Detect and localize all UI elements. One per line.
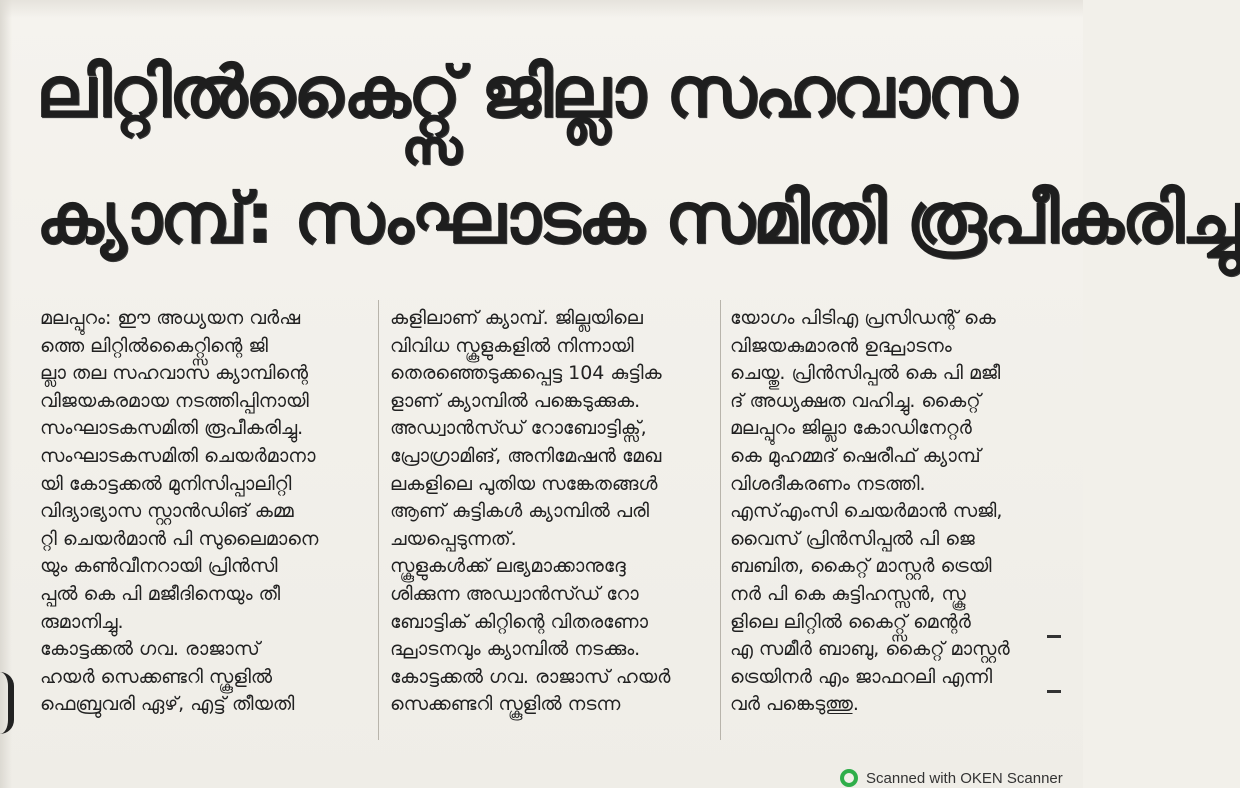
article-line: പ്പൽ കെ പി മജീദിനെയും തീ [40,582,281,605]
article-line: ബോട്ടിക് കിറ്റിന്റെ വിതരണോ [390,610,649,633]
article-body [40,305,1050,750]
article-line: ശിക്കുന്ന അഡ്വാൻസ്ഡ് റോ [390,582,639,605]
article-line: വിജയകുമാരൻ ഉദ്ഘാടനം [730,334,952,357]
article-line: ല്ലാ തല സഹവാസ ക്യാമ്പിന്റെ [40,362,309,385]
article-line: വർ പങ്കെടുത്തു. [730,693,859,716]
article-line: മലപ്പുറം ജില്ലാ കോഡിനേറ്റർ [730,417,972,440]
article-line: റ്റി ചെയർമാൻ പി സുലൈമാനെ [40,527,319,550]
scanner-watermark-text: Scanned with OKEN Scanner [866,769,1063,787]
article-line: രുമാനിച്ചു. [40,610,124,633]
article-line: വിദ്യാഭ്യാസ സ്റ്റാൻഡിങ് കമ്മ [40,500,294,523]
article-line: സ്കൂളുകൾക്ക് ലഭ്യമാക്കാനുദ്ദേ [390,555,626,578]
article-line: കോട്ടക്കൽ ഗവ. രാജാസ് ഹയർ [390,665,671,688]
article-line: ത്തെ ലിറ്റിൽകൈറ്റ്സിന്റെ ജി [40,334,268,357]
article-line: ചെയ്തു. പ്രിൻസിപ്പൽ കെ പി മജീ [730,362,1001,385]
article-line: സംഘാടകസമിതി ചെയർമാനാ [40,444,316,467]
article-line: ളാണ് ക്യാമ്പിൽ പങ്കെടുക്കുക. [390,389,641,412]
article-line: നർ പി കെ കുട്ടിഹസ്സൻ, സ്കൂ [730,582,966,605]
left-edge-mark [0,672,14,734]
margin-tick [1047,635,1061,638]
article-line: കെ മുഹമ്മദ് ഷെരീഫ് ക്യാമ്പ് [730,444,981,467]
article-line: ദ് അധ്യക്ഷത വഹിച്ചു. കൈറ്റ് [730,389,981,412]
article-line: ളിലെ ലിറ്റിൽ കൈറ്റ്സ് മെന്റർ [730,610,971,633]
article-line: ചയപ്പെടുന്നത്. [390,527,517,550]
article-line: ദ്ഘാടനവും ക്യാമ്പിൽ നടക്കും. [390,638,641,661]
top-shadow [0,0,1083,18]
article-line: അഡ്വാൻസ്ഡ് റോബോട്ടിക്സ്, [390,417,647,440]
headline [36,50,1240,260]
article-column-1 [40,305,362,750]
headline-line-2: ക്യാമ്പ്: സംഘാടക സമിതി രൂപീകരിച്ചു [36,177,1240,259]
article-line: പ്രോഗ്രാമിങ്, അനിമേഷൻ മേഖ [390,444,662,467]
article-line: ഫെബ്രുവരി ഏഴ്, എട്ട് തീയതി [40,693,295,716]
article-line: ലകളിലെ പുതിയ സങ്കേതങ്ങൾ [390,472,658,495]
article-line: എസ്എംസി ചെയർമാൻ സജി, [730,500,1003,523]
article-line: കളിലാണ് ക്യാമ്പ്. ജില്ലയിലെ [390,307,643,329]
article-line: യി കോട്ടക്കൽ മുനിസിപ്പാലിറ്റി [40,472,292,495]
article-line: യോഗം പിടിഎ പ്രസിഡന്റ് കെ [730,307,996,329]
article-line: മലപ്പുറം: ഈ അധ്യയന വർഷ [40,307,301,329]
article-line: തെരഞ്ഞെടുക്കപ്പെട്ട 104 കുട്ടിക [390,362,662,385]
article-line: വിജയകരമായ നടത്തിപ്പിനായി [40,389,309,412]
article-column-2 [390,305,720,750]
article-line: എ സമീർ ബാബു, കൈറ്റ് മാസ്റ്റർ [730,638,1010,661]
article-line: വൈസ് പ്രിൻസിപ്പൽ പി ജെ [730,527,975,550]
article-line: ബബിത, കൈറ്റ് മാസ്റ്റർ ട്രെയി [730,555,992,578]
article-line: ആണ് കുട്ടികൾ ക്യാമ്പിൽ പരി [390,500,650,523]
article-line: സംഘാടകസമിതി രൂപീകരിച്ചു. [40,417,304,440]
oken-logo-icon [840,769,858,787]
article-line: ഹയർ സെക്കണ്ടറി സ്കൂളിൽ [40,665,273,688]
scanner-watermark [840,768,1063,788]
margin-tick [1047,690,1061,693]
article-line: യും കൺവീനറായി പ്രിൻസി [40,555,278,578]
article-line: വിശദീകരണം നടത്തി. [730,472,926,495]
article-column-3 [730,305,1048,750]
article-line: കോട്ടക്കൽ ഗവ. രാജാസ് [40,638,260,661]
article-line: സെക്കണ്ടറി സ്കൂളിൽ നടന്ന [390,693,621,716]
headline-line-1: ലിറ്റിൽകൈറ്റ്സ് ജില്ലാ സഹവാസ [36,51,1015,133]
article-line: ട്രെയിനർ എം ജാഫറലി എന്നി [730,665,993,688]
article-line: വിവിധ സ്കൂളുകളിൽ നിന്നായി [390,334,634,357]
left-edge-shadow [0,0,12,788]
